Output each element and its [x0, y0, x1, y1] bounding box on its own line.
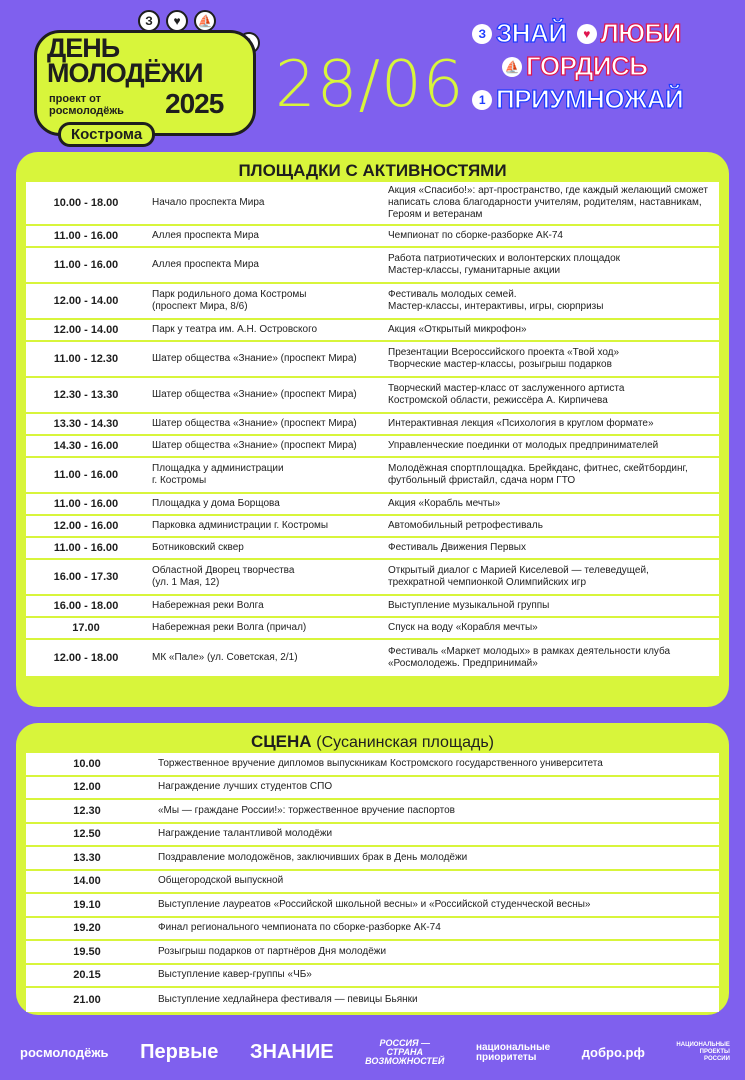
- table-row: [26, 458, 719, 494]
- activity-cell: Акция «Спасибо!»: арт-пространство, где каждый желающий сможет написать слова благодарности учителям, родителям, наставникам, Героям и ветеранам: [388, 185, 708, 220]
- time-cell: 16.00 - 17.30: [53, 571, 119, 583]
- time-cell: 12.00 - 14.00: [53, 295, 119, 307]
- table-row: [26, 753, 719, 777]
- activity-cell: Выступление лауреатов «Российской школьной весны» и «Российской студенческой весны»: [158, 898, 591, 910]
- time-cell: 13.30 - 14.30: [53, 418, 119, 430]
- activity-cell: «Мы — граждане России!»: торжественное вручение паспортов: [158, 804, 455, 816]
- activities-title: ПЛОЩАДКИ С АКТИВНОСТЯМИ: [238, 161, 507, 180]
- time-cell: 17.00: [72, 622, 100, 634]
- ship-icon: ⛵: [502, 57, 522, 77]
- city-label: Кострома: [58, 122, 155, 147]
- stage-title-text: СЦЕНА: [250, 732, 312, 751]
- activity-cell: Общегородской выпускной: [158, 875, 284, 887]
- time-cell: 16.00 - 18.00: [53, 600, 119, 612]
- place-cell: Парк родильного дома Костромы (проспект Мира, 8/6): [152, 289, 307, 312]
- letter-z-icon: З: [138, 10, 160, 32]
- activity-cell: Фестиваль Движения Первых: [388, 542, 526, 553]
- logo-year: 2025: [165, 88, 224, 119]
- table-row: [26, 414, 719, 436]
- activity-cell: Поздравление молодожёнов, заключивших брак в День молодёжи: [158, 851, 468, 863]
- place-cell: Шатер общества «Знание» (проспект Мира): [152, 440, 357, 451]
- time-cell: 13.30: [73, 851, 101, 864]
- time-cell: 11.00 - 16.00: [53, 469, 119, 481]
- place-cell: Парк у театра им. А.Н. Островского: [152, 324, 318, 335]
- stage-section: [16, 723, 729, 1015]
- activity-cell: Выступление музыкальной группы: [388, 600, 550, 611]
- place-cell: Шатер общества «Знание» (проспект Мира): [152, 418, 357, 429]
- time-cell: 12.30: [73, 804, 101, 817]
- time-cell: 19.10: [73, 898, 101, 911]
- slogan-text: ЛЮБИ: [600, 18, 681, 48]
- place-cell: Парковка администрации г. Костромы: [152, 520, 329, 531]
- place-cell: Шатер общества «Знание» (проспект Мира): [152, 353, 357, 364]
- table-row: [26, 378, 719, 414]
- table-row: [26, 320, 719, 342]
- place-cell: Площадка у дома Борщова: [152, 498, 280, 509]
- table-row: [26, 640, 719, 676]
- activity-cell: Спуск на воду «Корабля мечты»: [388, 622, 538, 633]
- table-row: [26, 824, 719, 848]
- time-cell: 20.15: [73, 969, 101, 982]
- pervye-logo: Первые: [140, 1041, 219, 1063]
- activity-cell: Акция «Открытый микрофон»: [388, 324, 527, 335]
- nacprioritety-logo: национальные приоритеты: [475, 1041, 551, 1063]
- table-row: [26, 248, 719, 284]
- slogans: [472, 18, 732, 117]
- activity-cell: Финал регионального чемпионата по сборке-разборке АК-74: [158, 922, 441, 934]
- activity-cell: Автомобильный ретрофестиваль: [388, 520, 543, 531]
- activity-cell: Розыгрыш подарков от партнёров Дня молодёжи: [158, 945, 387, 957]
- time-cell: 11.00 - 16.00: [53, 542, 119, 554]
- time-cell: 10.00: [73, 757, 101, 770]
- slogan-lyubi: [577, 18, 681, 49]
- activity-cell: Акция «Корабль мечты»: [388, 498, 501, 509]
- activity-cell: Награждение лучших студентов СПО: [158, 781, 333, 793]
- table-row: [26, 800, 719, 824]
- place-cell: Шатер общества «Знание» (проспект Мира): [152, 389, 357, 400]
- table-row: [26, 560, 719, 596]
- table-row: [26, 284, 719, 320]
- ship-icon: ⛵: [194, 10, 216, 32]
- znanie-logo: ЗНАНИЕ: [249, 1041, 334, 1063]
- logo-title: ДЕНЬ МОЛОДЁЖИ: [47, 33, 203, 88]
- time-cell: 11.00 - 16.00: [53, 498, 119, 510]
- table-row: [26, 538, 719, 560]
- time-cell: 11.00 - 16.00: [53, 230, 119, 242]
- table-row: [26, 182, 719, 226]
- stage-table: [26, 753, 719, 1012]
- time-cell: 10.00 - 18.00: [53, 197, 119, 209]
- table-row: [26, 226, 719, 248]
- time-cell: 12.00 - 16.00: [53, 520, 119, 532]
- dobro-logo: добро.рф: [581, 1045, 645, 1060]
- place-cell: Аллея проспекта Мира: [152, 259, 259, 270]
- time-cell: 12.00: [73, 781, 101, 794]
- time-cell: 11.00 - 12.30: [53, 353, 119, 365]
- table-row: [26, 516, 719, 538]
- time-cell: 12.50: [73, 828, 101, 841]
- time-cell: 19.20: [73, 922, 101, 935]
- place-cell: МК «Пале» (ул. Советская, 2/1): [152, 652, 298, 663]
- place-cell: Набережная реки Волга: [152, 600, 264, 611]
- table-row: [26, 342, 719, 378]
- time-cell: 14.30 - 16.00: [53, 440, 119, 452]
- time-cell: 19.50: [73, 945, 101, 958]
- place-cell: Ботниковский сквер: [152, 542, 244, 553]
- slogan-gordis: [502, 51, 648, 82]
- activity-cell: Торжественное вручение дипломов выпускникам Костромского государственного университета: [158, 757, 603, 769]
- time-cell: 12.00 - 18.00: [53, 652, 119, 664]
- activity-cell: Управленческие поединки от молодых предпринимателей: [388, 440, 659, 451]
- time-cell: 14.00: [73, 875, 101, 888]
- table-row: [26, 847, 719, 871]
- time-cell: 21.00: [73, 993, 101, 1006]
- table-row: [26, 965, 719, 989]
- slogan-text: ПРИУМНОЖАЙ: [496, 84, 684, 114]
- slogan-znai: [472, 18, 567, 49]
- logo-card: [34, 30, 256, 136]
- activity-cell: Работа патриотических и волонтерских площадок Мастер-классы, гуманитарные акции: [388, 253, 621, 276]
- table-row: [26, 941, 719, 965]
- heart-icon: ♥: [577, 24, 597, 44]
- activity-cell: Интерактивная лекция «Психология в круглом формате»: [388, 418, 654, 429]
- place-cell: Начало проспекта Мира: [152, 197, 265, 208]
- activities-table: [26, 182, 719, 676]
- time-cell: 12.00 - 14.00: [53, 324, 119, 336]
- table-row: [26, 871, 719, 895]
- table-row: [26, 918, 719, 942]
- activity-cell: Творческий мастер-класс от заслуженного артиста Костромской области, режиссёра А. Кирпичева: [388, 383, 625, 406]
- activity-cell: Награждение талантливой молодёжи: [158, 828, 333, 840]
- activity-cell: Фестиваль «Маркет молодых» в рамках деятельности клуба «Росмолодежь. Предпринимай»: [388, 646, 671, 669]
- table-row: [26, 618, 719, 640]
- event-date: 28/06: [275, 48, 465, 122]
- rosmolodezh-logo: росмолодёжь: [20, 1045, 109, 1060]
- letter-z-icon: З: [472, 24, 492, 44]
- logo-icons: [138, 10, 216, 32]
- logo-subtitle: проект от росмолодёжь: [49, 93, 124, 117]
- table-row: [26, 494, 719, 516]
- place-cell: Площадка у администрации г. Костромы: [152, 463, 284, 486]
- event-logo: [28, 10, 268, 150]
- rossia-strana-logo: РОССИЯ — СТРАНА ВОЗМОЖНОСТЕЙ: [365, 1038, 445, 1066]
- slogan-text: ЗНАЙ: [496, 18, 567, 48]
- activities-section: [16, 152, 729, 707]
- table-row: [26, 988, 719, 1012]
- heart-icon: ♥: [166, 10, 188, 32]
- place-cell: Областной Дворец творчества (ул. 1 Мая, 12): [152, 565, 295, 588]
- activity-cell: Фестиваль молодых семей. Мастер-классы, интерактивы, игры, сюрпризы: [388, 289, 604, 312]
- place-cell: Аллея проспекта Мира: [152, 230, 259, 241]
- table-row: [26, 894, 719, 918]
- slogan-text: ГОРДИСЬ: [526, 51, 648, 81]
- time-cell: 11.00 - 16.00: [53, 259, 119, 271]
- activity-cell: Открытый диалог с Марией Киселевой — телеведущей, трехкратной чемпионкой Олимпийских игр: [388, 565, 649, 588]
- natproekty-logo: НАЦИОНАЛЬНЫЕ ПРОЕКТЫ РОССИИ: [676, 1042, 730, 1062]
- stage-title: [26, 731, 719, 753]
- slogan-priumnozhai: [472, 84, 683, 115]
- table-row: [26, 777, 719, 801]
- activity-cell: Выступление хедлайнера фестиваля — певицы Бьянки: [158, 993, 418, 1005]
- place-cell: Набережная реки Волга (причал): [152, 622, 307, 633]
- activity-cell: Чемпионат по сборке-разборке АК-74: [388, 230, 563, 241]
- partners-footer: [20, 1030, 730, 1075]
- time-cell: 12.30 - 13.30: [53, 389, 119, 401]
- stage-place: (Сусанинская площадь): [316, 734, 495, 751]
- activity-cell: Выступление кавер-группы «ЧБ»: [158, 969, 312, 981]
- table-row: [26, 596, 719, 618]
- number-one-icon: 1: [472, 90, 492, 110]
- table-row: [26, 436, 719, 458]
- activity-cell: Молодёжная спортплощадка. Брейкданс, фитнес, скейтбординг, футбольный фристайл, сдача норм ГТО: [388, 463, 688, 486]
- activity-cell: Презентации Всероссийского проекта «Твой ход» Творческие мастер-классы, розыгрыш подарков: [388, 347, 620, 370]
